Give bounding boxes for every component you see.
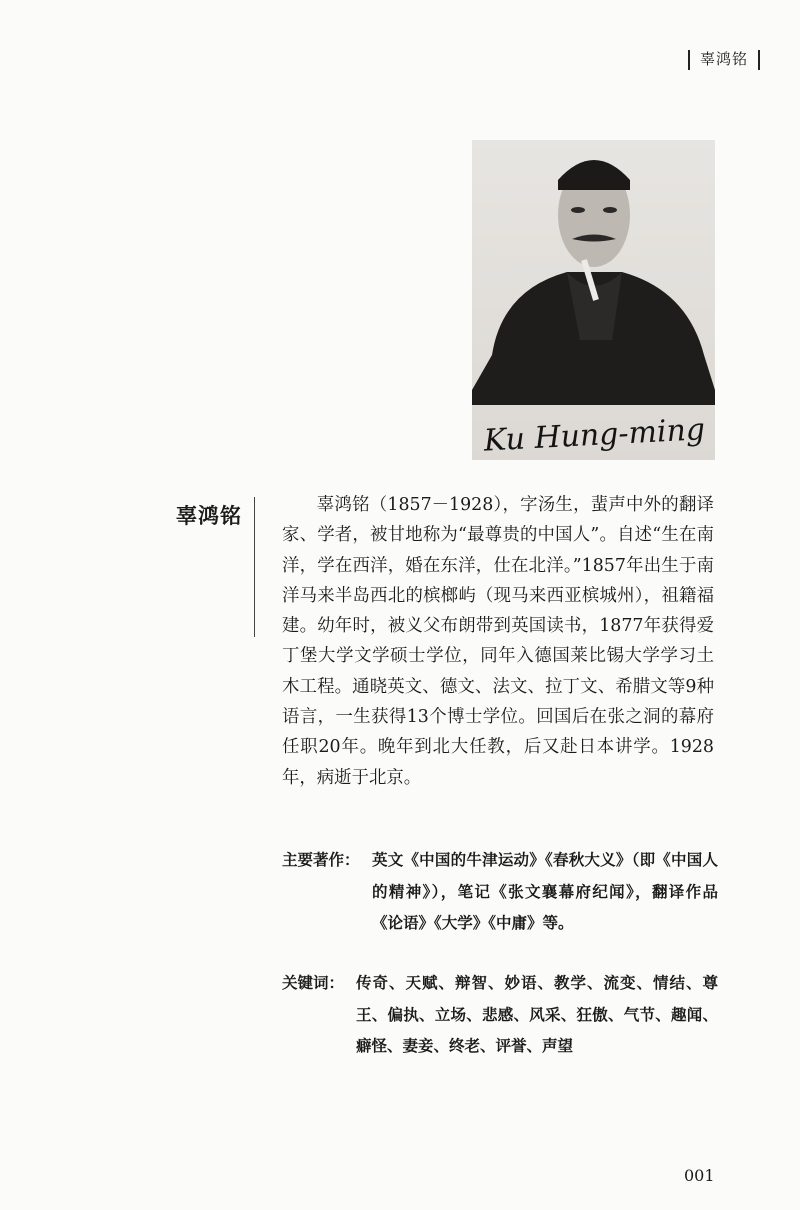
keywords <box>282 968 718 1063</box>
page-number: 001 <box>684 1166 715 1185</box>
entry-name-heading: 辜鸿铭 <box>176 504 242 528</box>
portrait-signature: Ku Hung-ming <box>482 412 706 459</box>
biography-text: 辜鸿铭（1857－1928），字汤生，蜚声中外的翻译家、学者，被甘地称为“最尊贵的中国人”。自述“生在南洋，学在西洋，婚在东洋，仕在北洋。”1857年出生于南洋马来半岛西北的槟榔屿（现马来西亚槟城州），祖籍福建。幼年时，被义父布朗带到英国读书，1877年获得爱丁堡大学文学硕士学位，同年入德国莱比锡大学学习土木工程。通晓英文、德文、法文、拉丁文、希腊文等9种语言，一生获得13个博士学位。回国后在张之洞的幕府任职20年。晚年到北大任教，后又赴日本讲学。1928年，病逝于北京。 <box>282 495 714 788</box>
major-works <box>282 845 718 940</box>
major-works-label: 主要著作： <box>282 851 360 869</box>
keywords-label: 关键词： <box>282 974 345 992</box>
header-divider-left <box>688 50 690 70</box>
header-divider-right <box>758 50 760 70</box>
running-header-title: 辜鸿铭 <box>700 50 749 68</box>
running-header <box>688 46 760 74</box>
portrait-photo <box>472 140 715 460</box>
heading-divider <box>254 497 255 637</box>
keywords-text: 传奇、天赋、辩智、妙语、教学、流变、情结、尊王、偏执、立场、悲感、风采、狂傲、气节、趣闻、癖怪、妻妾、终老、评誉、声望 <box>356 974 718 1055</box>
major-works-text: 英文《中国的牛津运动》《春秋大义》（即《中国人的精神》），笔记《张文襄幕府纪闻》，翻译作品《论语》《大学》《中庸》等。 <box>372 851 718 932</box>
